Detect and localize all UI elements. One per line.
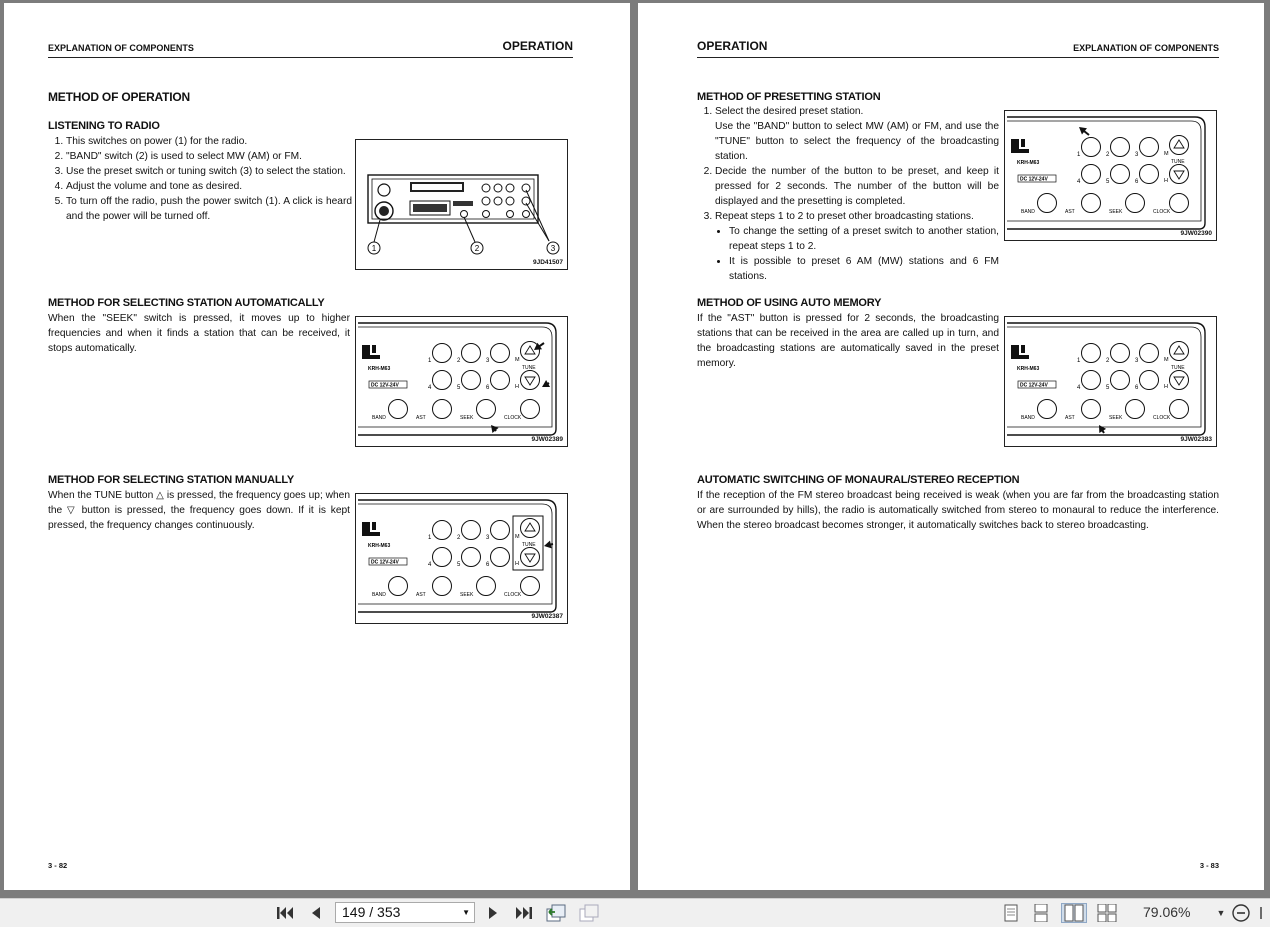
preset-button: [1140, 371, 1159, 390]
preset-step-text: Repeat steps 1 to 2 to preset other broadcasting stations.: [715, 211, 974, 222]
figure-code: 9JD41507: [533, 259, 563, 266]
preset-step-detail: Use the "BAND" button to select MW (AM) or FM, and use the "TUNE" button to select the frequency of the broadcasting station.: [715, 121, 999, 162]
model-label: KRH-M63: [368, 543, 391, 549]
preset-button: [1082, 165, 1101, 184]
tune-up-button: [1170, 342, 1189, 361]
previous-view-icon[interactable]: [544, 903, 568, 923]
stereo-paragraph: If the reception of the FM stereo broadcast being received is weak (when you are far from the broadcasting station or are surrounded by hills), the radio is automatically switched from stereo to monaural to reduce the interference. When the stereo broadcast becomes stronger, it automatically switches back to stereo broadcasting.: [697, 490, 1219, 531]
preset-button: [462, 371, 481, 390]
mode-label: H: [1164, 178, 1168, 184]
radio-step: 2. "BAND" switch (2) is used to select MW (AM) or FM.: [66, 149, 352, 164]
preset-button: [1111, 138, 1130, 157]
function-label: AST: [1065, 415, 1075, 421]
facing-icon[interactable]: [1061, 903, 1087, 923]
tune-down-button: [1170, 165, 1189, 184]
zoom-out-icon[interactable]: [1230, 903, 1252, 923]
function-button: [389, 577, 408, 596]
preset-button: [491, 548, 510, 567]
preset-number: 1: [1077, 152, 1081, 158]
header-right: EXPLANATION OF COMPONENTS: [1073, 43, 1219, 53]
preset-number: 5: [1106, 179, 1110, 185]
preset-steps: [697, 104, 999, 284]
right-page: [638, 3, 1264, 890]
scroll-right-icon[interactable]: [1258, 903, 1270, 923]
panel-figure-seek: [355, 316, 568, 447]
page-header: [48, 37, 573, 58]
manual-paragraph: When the TUNE button △ is pressed, the frequency goes up; when the ▽ button is pressed, the frequency goes down. If it is kept pressed, the frequency changes continuously.: [48, 490, 350, 531]
function-button: [1126, 400, 1145, 419]
function-button: [1082, 400, 1101, 419]
function-label: BAND: [1021, 415, 1035, 421]
function-label: AST: [416, 415, 426, 421]
radio-step: 4. Adjust the volume and tone as desired.: [66, 179, 352, 194]
header-right: OPERATION: [502, 39, 573, 53]
radio-step: 3. Use the preset switch or tuning switch (3) to select the station.: [66, 164, 352, 179]
zoom-dropdown-icon[interactable]: ▼: [1216, 908, 1226, 918]
preset-number: 2: [457, 358, 461, 364]
radio-panel-illustration: [356, 494, 567, 623]
function-button: [1126, 194, 1145, 213]
preset-button: [1111, 344, 1130, 363]
next-view-icon[interactable]: [577, 903, 601, 923]
preset-bullet: • It is possible to preset 6 AM (MW) stations and 6 FM stations.: [729, 254, 999, 284]
page-number-value: 149 / 353: [342, 904, 401, 920]
section-heading-stereo: AUTOMATIC SWITCHING OF MONAURAL/STEREO RECEPTION: [697, 474, 1020, 486]
function-label: AST: [416, 592, 426, 598]
function-label: SEEK: [460, 592, 474, 598]
function-button: [521, 577, 540, 596]
tune-down-button: [521, 371, 540, 390]
preset-number: 1: [428, 535, 432, 541]
preset-button: [462, 521, 481, 540]
function-label: CLOCK: [504, 415, 522, 421]
model-label: KRH-M63: [368, 366, 391, 372]
header-left: EXPLANATION OF COMPONENTS: [48, 43, 194, 53]
page-header: [697, 37, 1219, 58]
function-label: CLOCK: [1153, 415, 1171, 421]
tune-up-button: [1170, 136, 1189, 155]
radio-panel-illustration: [356, 317, 567, 446]
function-label: BAND: [1021, 209, 1035, 215]
preset-number: 1: [1077, 358, 1081, 364]
preset-button: [1140, 344, 1159, 363]
page-number: 3 - 82: [48, 861, 68, 870]
preset-button: [1111, 371, 1130, 390]
function-label: CLOCK: [504, 592, 522, 598]
radio-step: 5. To turn off the radio, push the power switch (1). A click is heard and the power will be turned off.: [66, 194, 352, 224]
tune-label: TUNE: [1171, 365, 1185, 371]
radio-panel-illustration: [1005, 317, 1216, 446]
tune-up-button: [521, 342, 540, 361]
function-label: SEEK: [460, 415, 474, 421]
preset-button: [491, 521, 510, 540]
mode-label: H: [515, 384, 519, 390]
preset-number: 6: [486, 562, 490, 568]
preset-step: [715, 209, 999, 284]
mode-label: H: [515, 561, 519, 567]
tune-down-button: [521, 548, 540, 567]
preset-number: 3: [486, 535, 490, 541]
callout-3: 3: [550, 244, 556, 253]
chevron-down-icon[interactable]: ▼: [462, 908, 470, 917]
radio-figure: [355, 139, 568, 270]
function-button: [477, 577, 496, 596]
voltage-label: DC 12V-24V: [1020, 176, 1048, 183]
mode-label: M: [1164, 151, 1169, 157]
section-heading-radio: LISTENING TO RADIO: [48, 120, 160, 132]
auto-paragraph: When the "SEEK" switch is pressed, it moves up to higher frequencies and when it finds a station that can be received, it stops automatically.: [48, 313, 350, 354]
voltage-label: DC 12V-24V: [1020, 382, 1048, 389]
next-page-icon[interactable]: [484, 903, 502, 923]
function-button: [1038, 194, 1057, 213]
preset-button: [1082, 138, 1101, 157]
preset-bullets: [715, 224, 999, 284]
mode-label: M: [1164, 357, 1169, 363]
mode-label: M: [515, 357, 520, 363]
continuous-facing-icon[interactable]: [1095, 903, 1119, 923]
callout-2: 2: [474, 244, 480, 253]
preset-button: [433, 344, 452, 363]
preset-number: 4: [1077, 179, 1081, 185]
preset-number: 3: [486, 358, 490, 364]
panel-figure-memory: [1004, 316, 1217, 447]
preset-button: [491, 344, 510, 363]
function-label: BAND: [372, 415, 386, 421]
voltage-label: DC 12V-24V: [371, 559, 399, 566]
tune-label: TUNE: [522, 365, 536, 371]
function-button: [521, 400, 540, 419]
single-page-icon[interactable]: [1001, 903, 1021, 923]
function-button: [1038, 400, 1057, 419]
figure-code: 9JW02387: [531, 613, 563, 620]
function-label: BAND: [372, 592, 386, 598]
function-label: CLOCK: [1153, 209, 1171, 215]
radio-illustration: [356, 140, 567, 269]
preset-number: 4: [428, 385, 432, 391]
preset-button: [1082, 371, 1101, 390]
section-heading-manual: METHOD FOR SELECTING STATION MANUALLY: [48, 474, 295, 486]
voltage-label: DC 12V-24V: [371, 382, 399, 389]
continuous-icon[interactable]: [1031, 903, 1051, 923]
first-page-icon[interactable]: [274, 903, 296, 923]
section-heading-preset: METHOD OF PRESETTING STATION: [697, 91, 881, 103]
preset-number: 4: [1077, 385, 1081, 391]
function-button: [433, 400, 452, 419]
page-number: 3 - 83: [1199, 861, 1219, 870]
memory-paragraph: If the "AST" button is pressed for 2 seconds, the broadcasting stations that can be received in the area are called up in turn, and the broadcasting stations are automatically saved in the preset memory.: [697, 313, 999, 369]
preset-button: [433, 371, 452, 390]
callout-1: 1: [371, 244, 377, 253]
brand-logo: [362, 522, 380, 536]
tune-label: TUNE: [522, 542, 536, 548]
preset-button: [491, 371, 510, 390]
function-button: [1170, 400, 1189, 419]
tune-down-button: [1170, 371, 1189, 390]
preset-step-text: Select the desired preset station.: [715, 106, 864, 117]
preset-button: [433, 521, 452, 540]
brand-logo: [1011, 139, 1029, 153]
preset-button: [1082, 344, 1101, 363]
section-heading-auto: METHOD FOR SELECTING STATION AUTOMATICALLY: [48, 297, 325, 309]
radio-steps: [48, 134, 352, 224]
preset-button: [1111, 165, 1130, 184]
mode-label: M: [515, 534, 520, 540]
preset-number: 2: [457, 535, 461, 541]
zoom-level: 79.06%: [1143, 904, 1191, 920]
figure-code: 9JW02390: [1180, 230, 1212, 237]
preset-button: [462, 344, 481, 363]
figure-code: 9JW02383: [1180, 436, 1212, 443]
last-page-icon[interactable]: [512, 903, 536, 923]
radio-panel-illustration: [1005, 111, 1216, 240]
function-label: AST: [1065, 209, 1075, 215]
radio-step: 1. This switches on power (1) for the radio.: [66, 134, 352, 149]
preset-number: 5: [1106, 385, 1110, 391]
preset-button: [462, 548, 481, 567]
preset-button: [1140, 165, 1159, 184]
preset-number: 1: [428, 358, 432, 364]
model-label: KRH-M63: [1017, 160, 1040, 166]
preset-number: 6: [1135, 179, 1139, 185]
preset-number: 6: [486, 385, 490, 391]
page-title: METHOD OF OPERATION: [48, 90, 190, 104]
preset-button: [1140, 138, 1159, 157]
preset-number: 2: [1106, 358, 1110, 364]
function-button: [1082, 194, 1101, 213]
brand-logo: [362, 345, 380, 359]
preset-bullet: • To change the setting of a preset switch to another station, repeat steps 1 to 2.: [729, 224, 999, 254]
model-label: KRH-M63: [1017, 366, 1040, 372]
tune-label: TUNE: [1171, 159, 1185, 165]
function-button: [477, 400, 496, 419]
left-page: [4, 3, 630, 890]
navigation-toolbar: [0, 898, 1270, 927]
function-button: [1170, 194, 1189, 213]
preset-number: 5: [457, 385, 461, 391]
preset-step: 2. Decide the number of the button to be preset, and keep it pressed for 2 seconds. The number of the button will be displayed and the presetting is completed.: [715, 164, 999, 209]
function-button: [389, 400, 408, 419]
panel-figure-tune: [355, 493, 568, 624]
preset-number: 4: [428, 562, 432, 568]
page-number-input[interactable]: [335, 902, 475, 923]
header-left: OPERATION: [697, 39, 768, 53]
preset-number: 3: [1135, 358, 1139, 364]
preset-step: [715, 104, 999, 164]
preset-number: 5: [457, 562, 461, 568]
function-label: SEEK: [1109, 415, 1123, 421]
panel-figure-preset: [1004, 110, 1217, 241]
mode-label: H: [1164, 384, 1168, 390]
previous-page-icon[interactable]: [306, 903, 326, 923]
preset-number: 3: [1135, 152, 1139, 158]
tune-up-button: [521, 519, 540, 538]
preset-number: 6: [1135, 385, 1139, 391]
function-button: [433, 577, 452, 596]
brand-logo: [1011, 345, 1029, 359]
section-heading-memory: METHOD OF USING AUTO MEMORY: [697, 297, 882, 309]
preset-button: [433, 548, 452, 567]
function-label: SEEK: [1109, 209, 1123, 215]
figure-code: 9JW02389: [531, 436, 563, 443]
preset-number: 2: [1106, 152, 1110, 158]
